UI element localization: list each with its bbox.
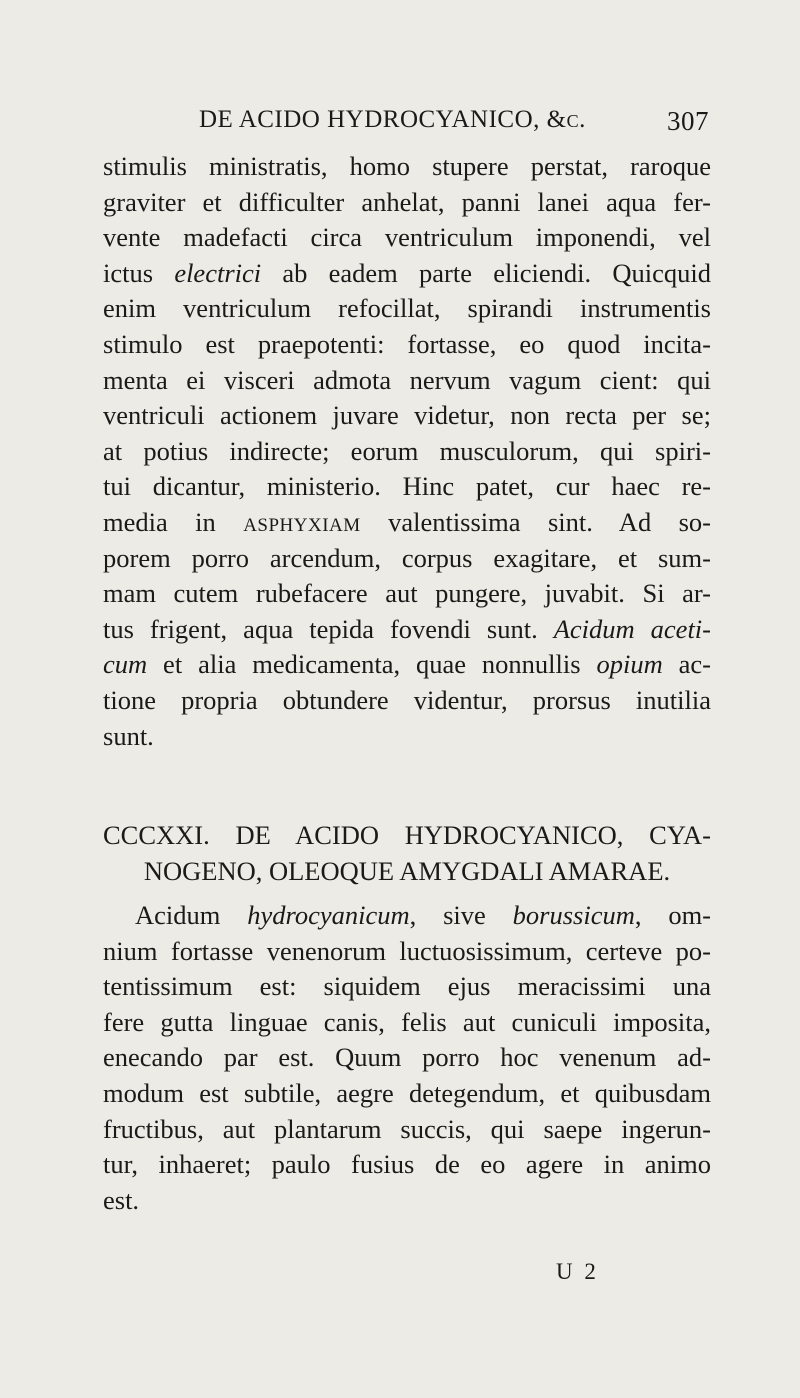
- text-line: tione propria obtundere videntur, prorsus inutilia: [103, 684, 711, 715]
- text-line: ictus electrici ab eadem parte eliciendi. Quicquid: [103, 257, 711, 288]
- text-line: porem porro arcendum, corpus exagitare, et sum-: [103, 542, 711, 573]
- paragraph-1: [103, 149, 711, 754]
- text-line: tui dicantur, ministerio. Hinc patet, cur haec re-: [103, 471, 711, 502]
- italic-term: cum: [103, 649, 148, 680]
- signature-mark: U 2: [556, 1259, 599, 1284]
- text-line: modum est subtile, aegre detegendum, et quibusdam: [103, 1077, 711, 1108]
- small-caps-term: asphyxiam: [243, 506, 361, 537]
- text-line: tur, inhaeret; paulo fusius de eo agere in animo: [103, 1149, 711, 1180]
- italic-term: opium: [596, 649, 663, 680]
- text-line: ventriculi actionem juvare videtur, non recta per se;: [103, 400, 711, 431]
- text-line: est.: [103, 1184, 140, 1215]
- italic-term: hydrocyanicum: [247, 900, 410, 930]
- italic-term: electrici: [174, 257, 262, 288]
- text-line: sunt.: [103, 720, 154, 751]
- paragraph-2: [103, 898, 711, 1218]
- text-line: tus frigent, aqua tepida fovendi sunt. Acidum aceti-: [103, 613, 711, 644]
- text-line: Acidum hydrocyanicum, sive borussicum, om-: [135, 900, 712, 930]
- page-number: 307: [667, 106, 709, 136]
- text-line: tentissimum est: siquidem ejus meracissimi una: [103, 971, 711, 1002]
- running-head-title: DE ACIDO HYDROCYANICO, &c.: [199, 106, 586, 133]
- text-line: stimulis ministratis, homo stupere perstat, raroque: [103, 151, 711, 181]
- section-heading-line-1: CCCXXI. DE ACIDO HYDROCYANICO, CYA-: [103, 820, 711, 850]
- section-heading: [103, 817, 711, 889]
- text-line: enim ventriculum refocillat, spirandi instrumentis: [103, 293, 711, 324]
- italic-term: Acidum aceti-: [553, 613, 711, 644]
- text-line: graviter et difficulter anhelat, panni lanei aqua fer-: [103, 186, 711, 217]
- section-heading-line-2: NOGENO, OLEOQUE AMYGDALI AMARAE.: [143, 856, 671, 886]
- text-line: fructibus, aut plantarum succis, qui saepe ingerun-: [103, 1113, 711, 1144]
- italic-term: borussicum: [512, 900, 635, 930]
- text-line: cum et alia medicamenta, quae nonnullis opium ac-: [103, 649, 711, 680]
- text-line: at potius indirecte; eorum musculorum, qui spiri-: [103, 435, 711, 466]
- text-line: vente madefacti circa ventriculum imponendi, vel: [103, 222, 711, 253]
- text-line: nium fortasse venenorum luctuosissimum, certeve po-: [103, 935, 711, 966]
- text-line: fere gutta linguae canis, felis aut cuniculi imposita,: [103, 1006, 711, 1037]
- text-line: stimulo est praepotenti: fortasse, eo quod incita-: [103, 328, 711, 359]
- text-line: menta ei visceri admota nervum vagum cient: qui: [103, 364, 711, 395]
- text-line: mam cutem rubefacere aut pungere, juvabit. Si ar-: [103, 578, 711, 609]
- text-line: media in asphyxiam valentissima sint. Ad so-: [103, 506, 711, 537]
- text-line: enecando par est. Quum porro hoc venenum ad-: [103, 1042, 711, 1073]
